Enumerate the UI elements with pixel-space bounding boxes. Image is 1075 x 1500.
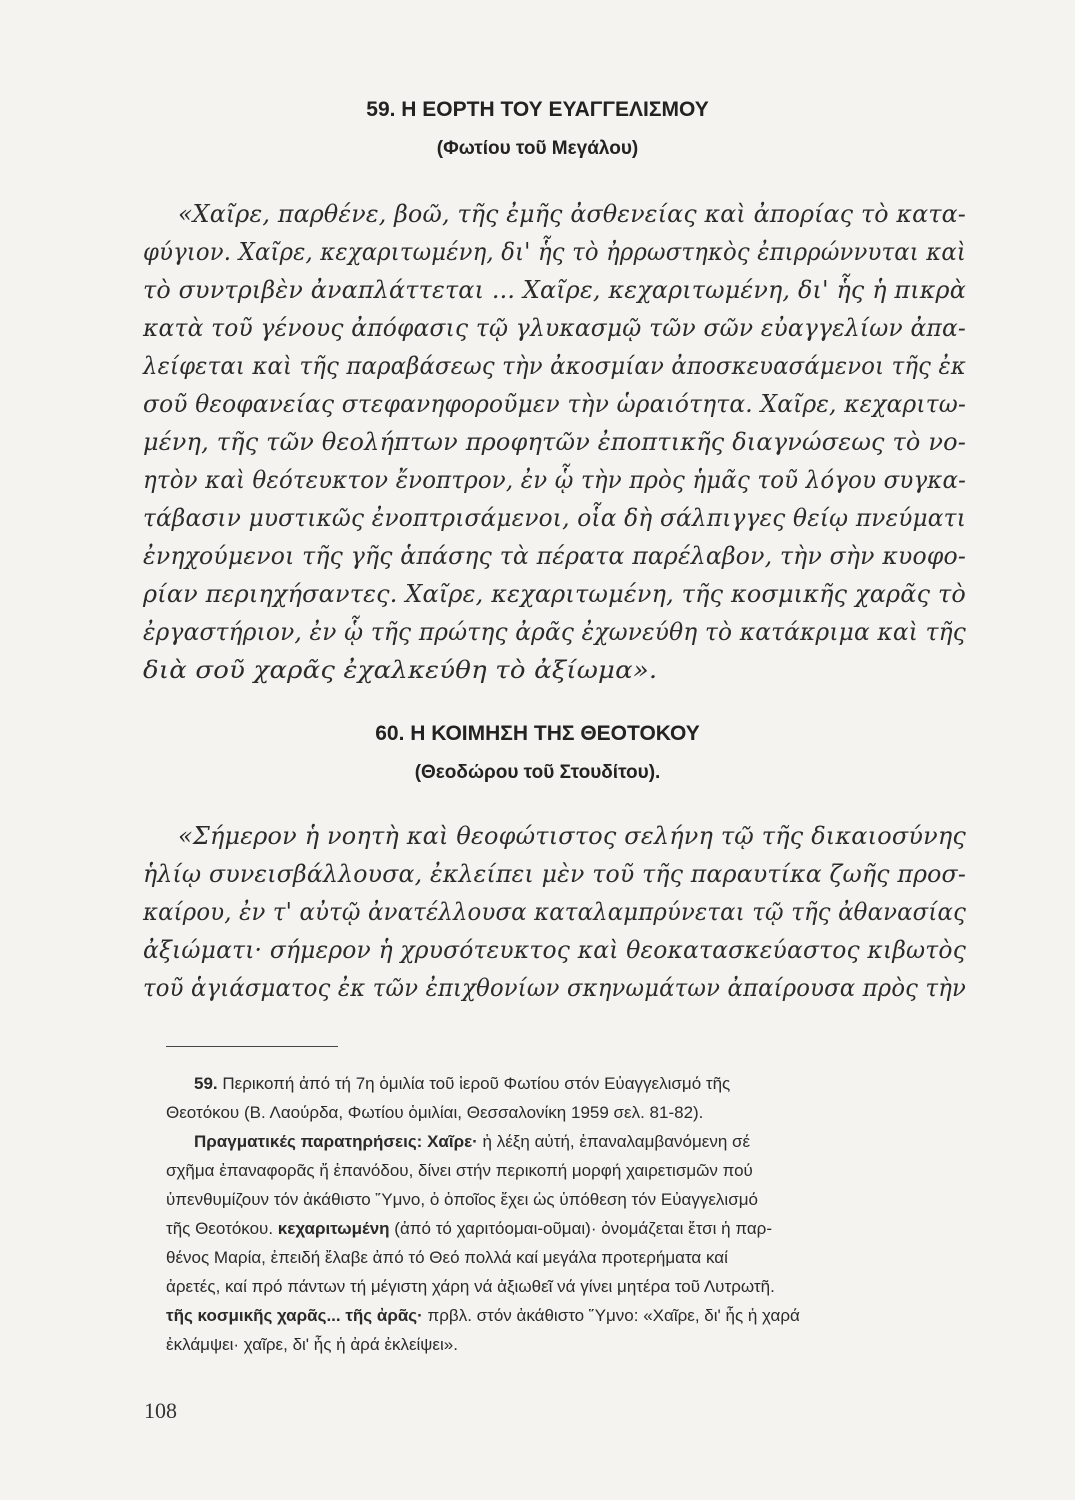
footnote-text: ἡ λέξη αὐτή, ἐπαναλαμβανόμενη σέ xyxy=(477,1132,751,1151)
text-line: λείφεται καὶ τῆς παραβάσεως τὴν ἀκοσμίαν ἀποσκευασάμενοι τῆς ἐκ xyxy=(143,352,966,380)
text-line: τοῦ ἁγιάσματος ἐκ τῶν ἐπιχθονίων σκηνωμάτων ἀπαίρουσα πρὸς τὴν xyxy=(143,974,966,1002)
section-60-subheading xyxy=(0,762,1075,784)
footnote-text: τῆς Θεοτόκου. xyxy=(166,1219,274,1238)
text-line: ητὸν καὶ θεότευκτον ἔνοπτρον, ἐν ᾧ τὴν πρὸς ἡμᾶς τοῦ λόγου συγκα- xyxy=(143,466,966,494)
term-kecharitomeni: κεχαριτωμένη xyxy=(273,1219,390,1238)
footnote-line xyxy=(166,1277,775,1297)
text-line: ἐργαστήριον, ἐν ᾧ τῆς πρώτης ἀρᾶς ἐχωνεύθη τὸ κατάκριμα καὶ τῆς xyxy=(143,618,966,646)
footnote-text: (ἀπό τό χαριτόομαι-οῦμαι)· ὀνομάζεται ἔτσι ἡ παρ- xyxy=(389,1219,772,1238)
section-59-title: 59. Η ΕΟΡΤΗ ΤΟΥ ΕΥΑΓΓΕΛΙΣΜΟΥ xyxy=(366,98,709,121)
section-59-author: (Φωτίου τοῦ Μεγάλου) xyxy=(436,138,639,159)
text-line: «Σήμερον ἡ νοητὴ καὶ θεοφώτιστος σελήνη τῷ τῆς δικαιοσύνης xyxy=(178,822,966,850)
footnote-line xyxy=(194,1132,750,1152)
footnote-text: σχῆμα ἐπαναφορᾶς ἤ ἐπανόδου, δίνει στήν περικοπή μορφή χαιρετισμῶν πού xyxy=(166,1161,753,1180)
footnote-line xyxy=(166,1103,703,1123)
term-chaire: Χαῖρε· xyxy=(422,1132,478,1151)
text-line: διὰ σοῦ χαρᾶς ἐχαλκεύθη τὸ ἀξίωμα». xyxy=(143,656,658,684)
text-line: μένη, τῆς τῶν θεολήπτων προφητῶν ἐποπτικῆς διαγνώσεως τὸ νο- xyxy=(143,428,966,456)
footnote-text: θένος Μαρία, ἐπειδή ἔλαβε ἀπό τό Θεό πολλά καί μεγάλα προτερήματα καί xyxy=(166,1248,728,1267)
footnote-text: Θεοτόκου (Β. Λαούρδα, Φωτίου ὁμιλίαι, Θεσσαλονίκη 1959 σελ. 81-82). xyxy=(166,1103,704,1122)
footnote-text: πρβλ. στόν ἀκάθιστο Ὕμνο: «Χαῖρε, δι' ἧς ἡ χαρά xyxy=(422,1306,800,1325)
text-line: κατὰ τοῦ γένους ἀπόφασις τῷ γλυκασμῷ τῶν σῶν εὐαγγελίων ἀπα- xyxy=(143,314,966,342)
text-line: τὸ συντριβὲν ἀναπλάττεται ... Χαῖρε, κεχαριτωμένη, δι' ἧς ἡ πικρὰ xyxy=(143,276,966,304)
page-number: 108 xyxy=(144,1398,177,1423)
text-line: φύγιον. Χαῖρε, κεχαριτωμένη, δι' ἧς τὸ ἠρρωστηκὸς ἐπιρρώννυται καὶ xyxy=(143,238,966,266)
footnote-text: ὑπενθυμίζουν τόν ἀκάθιστο Ὕμνο, ὁ ὁποῖος ἔχει ὡς ὑπόθεση τόν Εὐαγγελισμό xyxy=(166,1190,758,1209)
term-kosmikis: τῆς κοσμικῆς χαρᾶς... τῆς ἀρᾶς· xyxy=(166,1306,423,1325)
section-60-title: 60. Η ΚΟΙΜΗΣΗ ΤΗΣ ΘΕΟΤΟΚΟΥ xyxy=(375,722,700,745)
footnote-line xyxy=(166,1335,458,1355)
section-60-author: (Θεοδώρου τοῦ Στουδίτου). xyxy=(414,762,661,783)
footnote-line xyxy=(166,1190,758,1210)
section-59-subheading xyxy=(0,138,1075,160)
text-line: τάβασιν μυστικῶς ἐνοπτρισάμενοι, οἷα δὴ σάλπιγγες θείῳ πνεύματι xyxy=(143,504,966,532)
text-line: ἡλίῳ συνεισβάλλουσα, ἐκλείπει μὲν τοῦ τῆς παραυτίκα ζωῆς προσ- xyxy=(143,860,966,888)
text-line: σοῦ θεοφανείας στεφανηφοροῦμεν τὴν ὡραιότητα. Χαῖρε, κεχαριτω- xyxy=(143,390,966,418)
footnote-text: Περικοπή ἀπό τή 7η ὁμιλία τοῦ ἱεροῦ Φωτίου στόν Εὐαγγελισμό τῆς xyxy=(217,1074,731,1093)
footnote-line xyxy=(166,1219,772,1239)
footnote-line xyxy=(166,1161,753,1181)
section-60-heading xyxy=(0,722,1075,746)
footnote-divider xyxy=(166,1046,338,1047)
footnote-line xyxy=(166,1306,800,1326)
text-line: καίρου, ἐν τ' αὐτῷ ἀνατέλλουσα καταλαμπρύνεται τῷ τῆς ἀθανασίας xyxy=(143,898,966,926)
text-line: ἀξιώματι· σήμερον ἡ χρυσότευκτος καὶ θεοκατασκεύαστος κιβωτὸς xyxy=(143,936,966,964)
section-59-heading xyxy=(0,98,1075,122)
footnote-number: 59. xyxy=(194,1074,218,1093)
text-line: «Χαῖρε, παρθένε, βοῶ, τῆς ἐμῆς ἀσθενείας καὶ ἀπορίας τὸ κατα- xyxy=(178,200,966,228)
footnote-text: ἐκλάμψει· χαῖρε, δι' ἧς ἡ ἀρά ἐκλείψει». xyxy=(166,1335,458,1354)
footnote-text: ἀρετές, καί πρό πάντων τή μέγιστη χάρη νά ἀξιωθεῖ νά γίνει μητέρα τοῦ Λυτρωτῆ. xyxy=(166,1277,775,1296)
remarks-label: Πραγματικές παρατηρήσεις: xyxy=(194,1132,423,1151)
text-line: ἐνηχούμενοι τῆς γῆς ἁπάσης τὰ πέρατα παρέλαβον, τὴν σὴν κυοφο- xyxy=(143,542,966,570)
text-line: ρίαν περιηχήσαντες. Χαῖρε, κεχαριτωμένη, τῆς κοσμικῆς χαρᾶς τὸ xyxy=(143,580,966,608)
footnote-line xyxy=(194,1074,730,1094)
footnote-line xyxy=(166,1248,728,1268)
